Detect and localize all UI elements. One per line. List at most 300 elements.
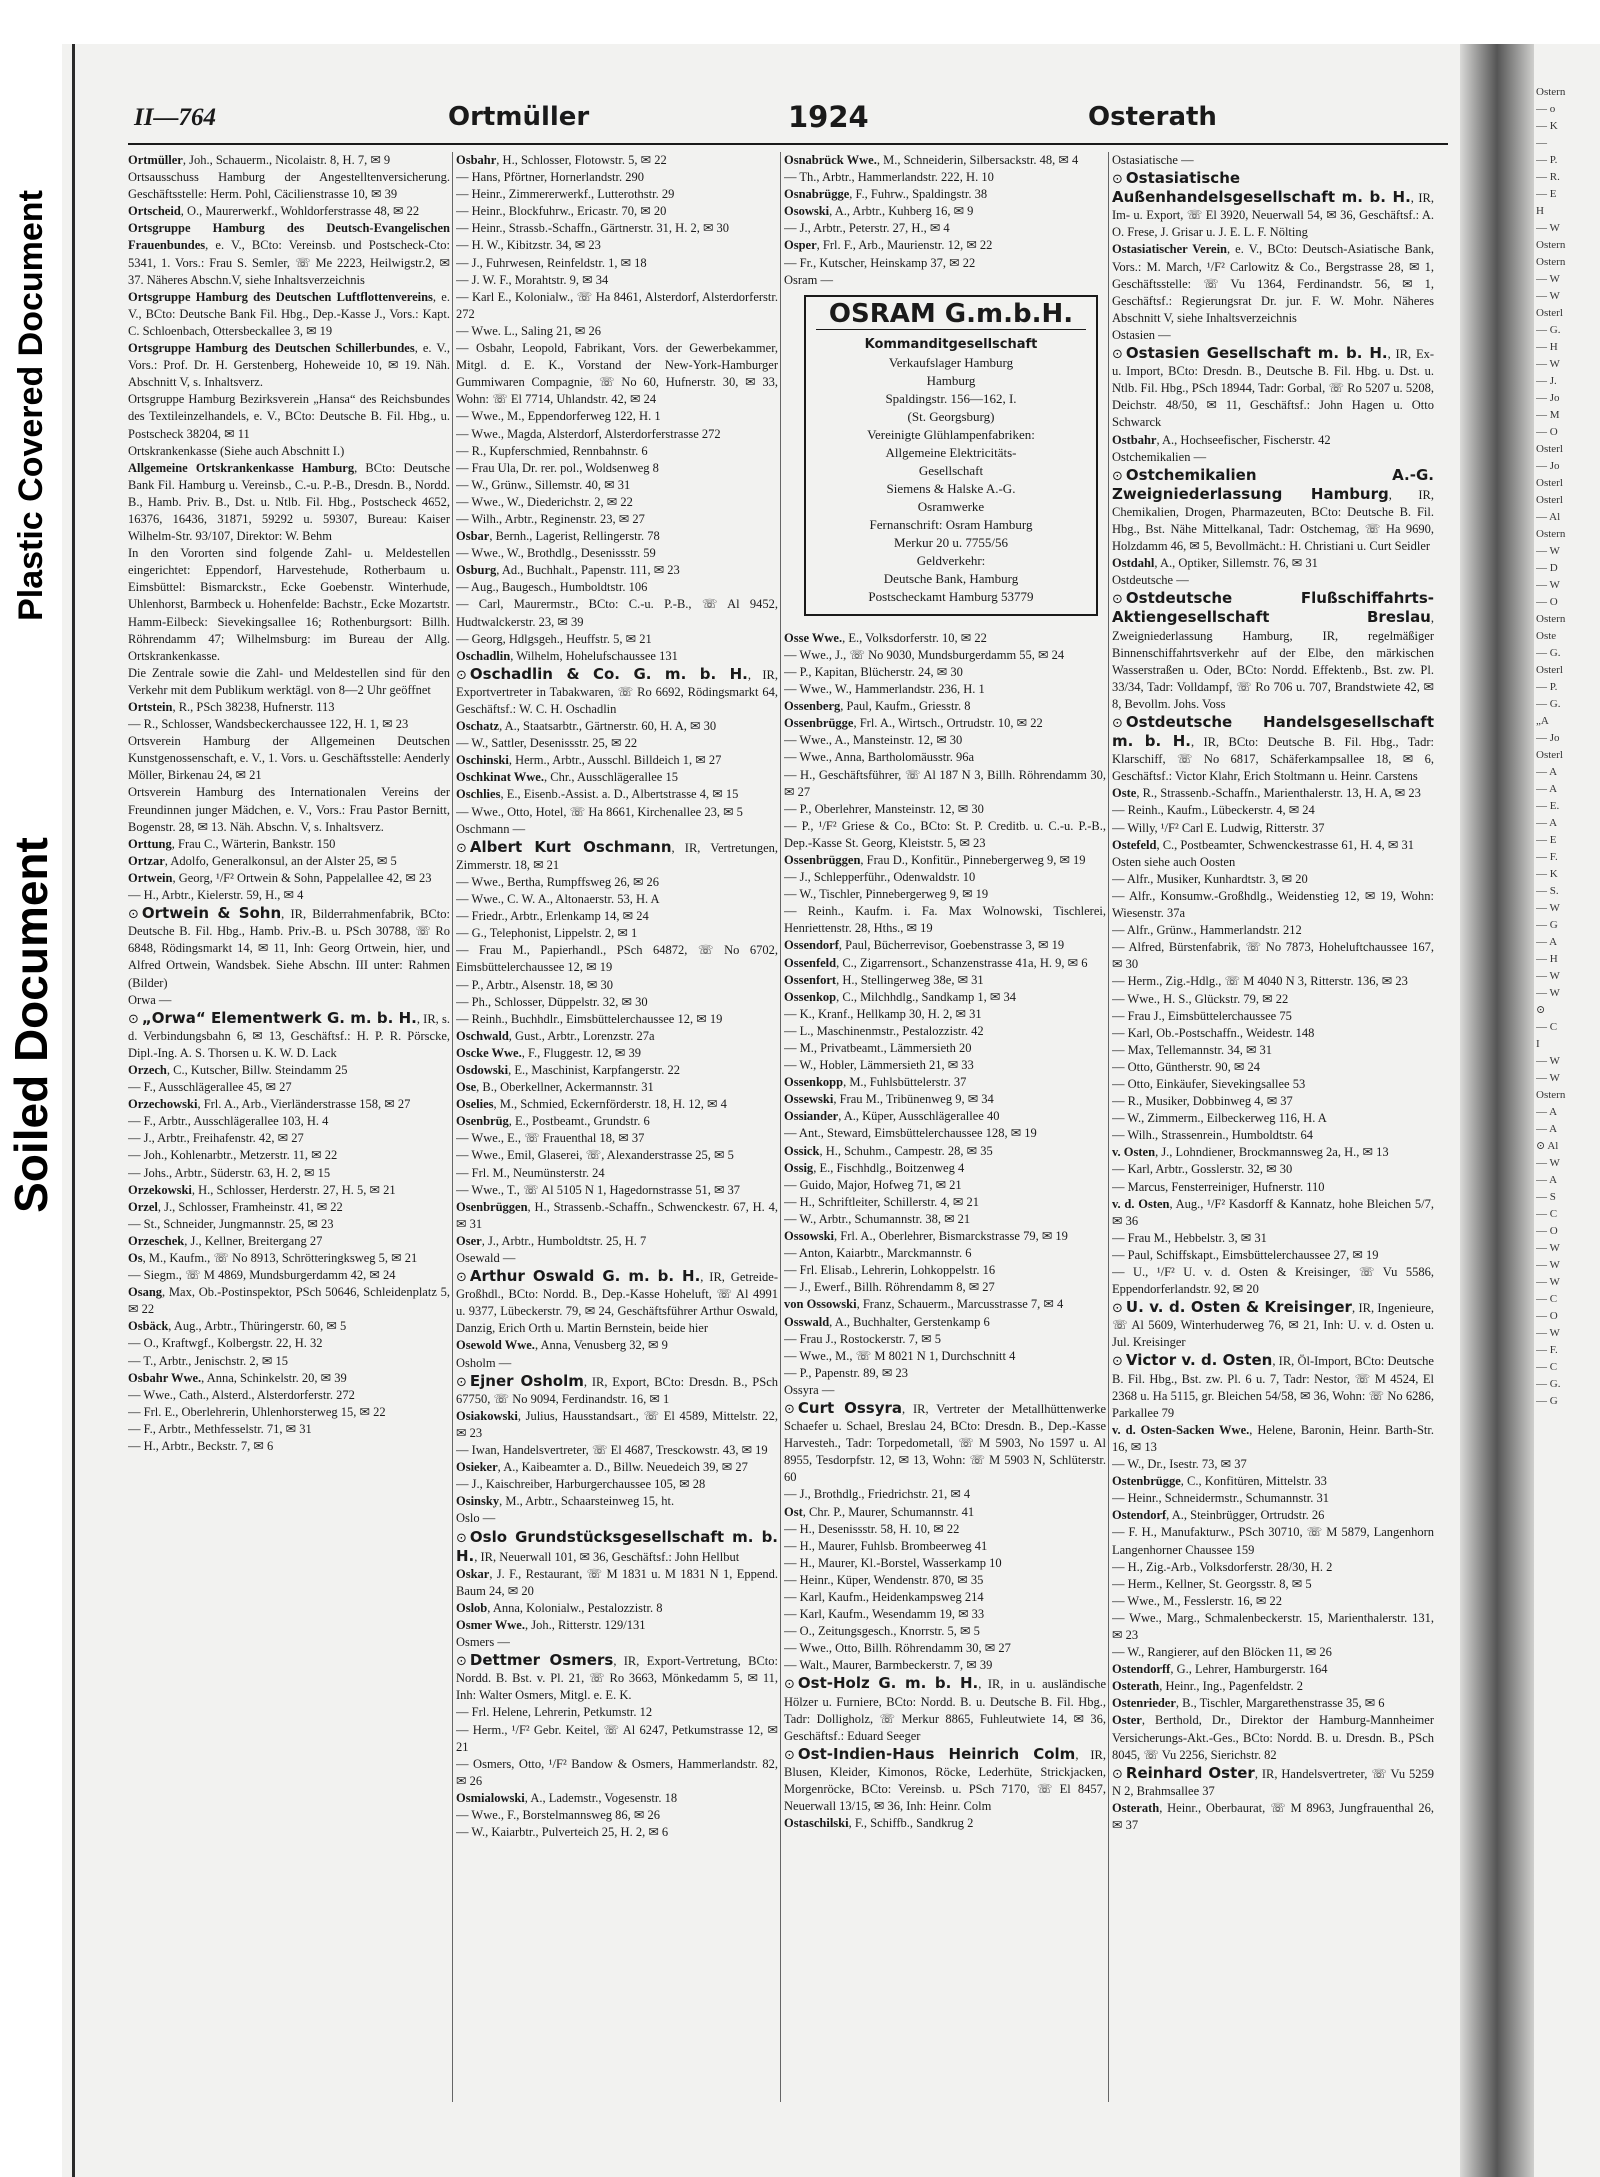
column-3	[784, 152, 1106, 2102]
directory-entry: Ossenkopp, M., Fuhlsbüttelerstr. 37	[784, 1075, 967, 1090]
entry-name: Osenbrüggen	[456, 1199, 528, 1214]
facing-page-line: — W	[1536, 273, 1560, 285]
entry-name: Ossenfort	[784, 972, 837, 987]
entry-name: v. d. Osten	[1112, 1196, 1170, 1211]
directory-entry: Osburg, Ad., Buchhalt., Papenstr. 111, ✉ 23	[456, 563, 680, 578]
directory-entry: — Fr., Kutscher, Heinskamp 37, ✉ 22	[784, 255, 976, 270]
directory-entry: — K., Kranf., Hellkamp 30, H. 2, ✉ 31	[784, 1006, 982, 1021]
directory-entry: — P., ¹/F² Griese & Co., BCto: St. P. Creditb. u. C.-u. P.-B., Dep.-Kasse St. Georg, Kleiststr. 5, ✉ 23	[784, 818, 1106, 850]
facing-page-line: — A	[1536, 783, 1558, 795]
facing-page-line: — W	[1536, 987, 1560, 999]
directory-entry: Osbäck, Aug., Arbtr., Thüringerstr. 60, ✉ 5	[128, 1319, 347, 1334]
directory-entry: ⊙ „Orwa“ Elementwerk G. m. b. H., IR, s. d. Verbindungsbahn 6, ✉ 13, Geschäftsf.: H. P. R. Pörscke, Dipl.-Ing. A. S. Thorsen u. K. W. D. Lack	[128, 1008, 450, 1060]
directory-entry: — Th., Arbtr., Hammerlandstr. 222, H. 10	[784, 170, 994, 185]
entry-name: Ossenkopp	[784, 1075, 844, 1090]
facing-page-line: — F.	[1536, 1344, 1558, 1356]
directory-entry: ⊙ Ostasien Gesellschaft m. b. H., IR, Ex- u. Import, BCto: Dresdn. B., Deutsche B. Fil. Hbg. u. Dst. u. Ntlb. Fil. Hbg., PSch 18944, Tadr: Gorbal, ☏ Ro 5207 u. 5208, Deichstr. 48/50, ✉ 11, Geschäftsf.: John Hagen u. Otto Schwarck	[1112, 344, 1434, 430]
facing-page-line: — W	[1536, 1242, 1560, 1254]
directory-entry: — H., Geschäftsführer, ☏ Al 187 N 3, Billh. Röhrendamm 30, ✉ 27	[784, 767, 1106, 799]
registered-firm-icon: ⊙	[1112, 716, 1123, 731]
ad-line: (St. Georgsburg)	[907, 408, 995, 424]
directory-entry: Osewald —	[456, 1251, 516, 1265]
directory-entry: — Marcus, Fensterreiniger, Hufnerstr. 110	[1112, 1179, 1325, 1194]
directory-entry: — Wwe., Anna, Bartholomäusstr. 96a	[784, 750, 975, 765]
directory-entry: Ortzar, Adolfo, Generalkonsul, an der Alster 25, ✉ 5	[128, 853, 397, 868]
registered-firm-icon: ⊙	[1112, 1766, 1123, 1782]
entry-name: Oschinski	[456, 753, 509, 768]
entry-name: Oster	[1112, 1713, 1142, 1728]
entry-name: Ost-Holz G. m. b. H.	[797, 1674, 979, 1693]
directory-entry: — Reinh., Kaufm., Lübeckerstr. 4, ✉ 24	[1112, 803, 1315, 818]
directory-entry: — Ant., Steward, Eimsbüttelerchaussee 128, ✉ 19	[784, 1126, 1037, 1141]
entry-name: Ossick	[784, 1143, 820, 1158]
directory-entry: Ossiander, A., Küper, Ausschlägerallee 40	[784, 1109, 1000, 1124]
facing-page-line: — K	[1536, 868, 1558, 880]
entry-name: Osieker	[456, 1460, 498, 1475]
directory-entry: — Siegm., ☏ M 4869, Mundsburgerdamm 42, ✉ 24	[128, 1268, 396, 1283]
directory-entry: Orzekowski, H., Schlosser, Herderstr. 27, H. 5, ✉ 21	[128, 1182, 396, 1197]
facing-page-line: — O	[1536, 1310, 1558, 1322]
directory-entry: — F., Arbtr., Methfesselstr. 71, ✉ 31	[128, 1421, 312, 1436]
directory-entry: — St., Schneider, Jungmannstr. 25, ✉ 23	[128, 1216, 334, 1231]
directory-entry: Ossenfeld, C., Zigarrensort., Schanzenstrasse 41a, H. 9, ✉ 6	[784, 955, 1088, 970]
facing-page-line: — C	[1536, 1293, 1558, 1305]
directory-entry: Osiakowski, Julius, Hausstandsart., ☏ El 4589, Mittelstr. 22, ✉ 23	[456, 1408, 778, 1440]
entry-name: Osbäck	[128, 1319, 169, 1334]
directory-entry: Ortstein, R., PSch 38238, Hufnerstr. 113	[128, 700, 335, 714]
ad-line: Vereinigte Glühlampenfabriken:	[867, 426, 1035, 442]
directory-entry: Ortsgruppe Hamburg Bezirksverein „Hansa“ des Reichsbundes des Textileinzelhandels, e. V., BCto: Deutsche B. Fil. Hbg., u. Postscheck 38204, ✉ 11	[128, 392, 450, 441]
directory-entry: — Wwe., M., Eppendorferweg 122, H. 1	[456, 409, 661, 424]
directory-entry: von Ossowski, Franz, Schauerm., Marcusstrasse 7, ✉ 4	[784, 1297, 1064, 1312]
directory-entry: — H., Desenissstr. 58, H. 10, ✉ 22	[784, 1521, 960, 1536]
directory-entry: — Iwan, Handelsvertreter, ☏ El 4687, Tresckowstr. 43, ✉ 19	[456, 1443, 768, 1458]
directory-entry: Ortwein, Georg, ¹/F² Ortwein & Sohn, Pappelallee 42, ✉ 23	[128, 870, 432, 885]
directory-entry: — Osmers, Otto, ¹/F² Bandow & Osmers, Hammerlandstr. 82, ✉ 26	[456, 1756, 778, 1788]
directory-entry: — F., Ausschlägerallee 45, ✉ 27	[128, 1080, 292, 1095]
directory-entry: — Walt., Maurer, Barmbeckerstr. 7, ✉ 39	[784, 1658, 993, 1673]
directory-entry: — J., Fuhrwesen, Reinfeldstr. 1, ✉ 18	[456, 255, 647, 270]
entry-name: Osterath	[1112, 1800, 1160, 1815]
entry-name: Ostasiatischer Verein	[1112, 242, 1227, 257]
entry-name: Ortwein & Sohn	[141, 904, 282, 923]
directory-entry: — Joh., Kohlenarbtr., Metzerstr. 11, ✉ 22	[128, 1148, 338, 1163]
entry-name: Ossenbrügge	[784, 716, 854, 731]
facing-page-line: Osterl	[1536, 443, 1563, 455]
entry-name: Oskar	[456, 1566, 490, 1581]
entry-name: Osswald	[784, 1314, 830, 1329]
directory-entry: Osswald, A., Buchhalter, Gerstenkamp 6	[784, 1314, 990, 1329]
entry-name: Osdowski	[456, 1062, 509, 1077]
directory-entry: — Heinr., Blockfuhrw., Ericastr. 70, ✉ 20	[456, 204, 667, 219]
directory-entry: Oscke Wwe., F., Fluggestr. 12, ✉ 39	[456, 1045, 641, 1060]
directory-entry: Ossenbrüggen, Frau D., Konfitür., Pinnebergerweg 9, ✉ 19	[784, 852, 1086, 867]
facing-page-line: — J.	[1536, 375, 1557, 387]
directory-entry: — Wwe., W., Hammerlandstr. 236, H. 1	[784, 682, 985, 697]
facing-page-line: — D	[1536, 562, 1558, 574]
facing-page-line: — Jo	[1536, 392, 1560, 404]
registered-firm-icon: ⊙	[456, 1530, 467, 1546]
facing-page-line: — R.	[1536, 171, 1560, 183]
entry-name: Oschkinat Wwe.	[456, 770, 544, 785]
directory-entry: Ostdahl, A., Optiker, Sillemstr. 76, ✉ 31	[1112, 556, 1318, 571]
facing-page-line: Ostern	[1536, 528, 1566, 540]
entry-name: Ostenrieder	[1112, 1696, 1176, 1711]
entry-name: Oschadlin & Co. G. m. b. H.	[469, 664, 748, 683]
plastic-covered-tab	[0, 125, 62, 685]
facing-page-fragment	[1536, 84, 1600, 2164]
entry-name: Osper	[784, 238, 817, 253]
header-rule	[128, 143, 1448, 145]
directory-entry: — Frl. Elisab., Lehrerin, Lohkoppelstr. 16	[784, 1263, 996, 1278]
entry-name: Ostaschilski	[784, 1816, 849, 1831]
facing-page-line: — Ε	[1536, 188, 1557, 200]
directory-entry: — W., Rangierer, auf den Blöcken 11, ✉ 26	[1112, 1645, 1332, 1660]
directory-entry: Osewold Wwe., Anna, Venusberg 32, ✉ 9	[456, 1338, 668, 1353]
entry-name: v. d. Osten-Sacken Wwe.	[1112, 1422, 1250, 1437]
entry-name: „Orwa“ Elementwerk G. m. b. H.	[141, 1008, 417, 1027]
directory-entry: Ostasiatischer Verein, e. V., BCto: Deutsch-Asiatische Bank, Vors.: M. March, ¹/F² Carlowitz & Co., Bergstrasse 28, ✉ 1, Geschäftsstelle: ☏ Vu 1364, Ferdinandstr. 56, ✉ 1, Geschäftsf.: Regierungsrat Dr. jur. F. W. Mohr. Näheres Abschnitt V, siehe Inhaltsverzeichnis	[1112, 242, 1434, 325]
facing-page-line: — H	[1536, 341, 1558, 353]
directory-entry: In den Vororten sind folgende Zahl- u. Meldestellen eingerichtet: Eppendorf, Harvestehude, Rotherbaum u. Eimsbüttel: Bismarckstr., Ecke Goebenstr. Winterhude, Uhlenhorst, Barmbeck u. Hohenfelde: Bachstr., Ecke Mozartstr. Hamm-Eilbeck: Sievekingsallee 16; Rothenburgsort: Billh. Röhrendamm 47; Wilhelmsburg: im Bureau der Allg. Ortskrankenkasse.	[128, 546, 450, 663]
directory-entry: Ostefeld, C., Postbeamter, Schwenckestrasse 61, H. 4, ✉ 31	[1112, 837, 1414, 852]
directory-entry: Oschwald, Gust., Arbtr., Lorenzstr. 27a	[456, 1028, 655, 1043]
directory-entry: — W., Dr., Isestr. 73, ✉ 37	[1112, 1457, 1247, 1472]
page-header	[128, 100, 1448, 144]
facing-page-line: — O	[1536, 596, 1558, 608]
directory-entry: — F. H., Manufakturw., PSch 30710, ☏ M 5879, Langenhorn Langenhorner Chaussee 159	[1112, 1525, 1434, 1557]
directory-entry: — Wwe., Marg., Schmalenbeckerstr. 15, Marienthalerstr. 131, ✉ 23	[1112, 1610, 1434, 1642]
entry-name: Ortsgruppe Hamburg des Deutschen Schillerbundes	[128, 341, 415, 356]
facing-page-line: — A	[1536, 1123, 1558, 1135]
ad-line: Gesellschaft	[918, 462, 984, 478]
directory-entry: — G., Telephonist, Lippelstr. 2, ✉ 1	[456, 926, 638, 941]
directory-entry: Ossick, H., Schuhm., Campestr. 28, ✉ 35	[784, 1143, 993, 1158]
entry-name: Arthur Oswald G. m. b. H.	[469, 1267, 701, 1286]
directory-entry: Osmialowski, A., Lademstr., Vogesenstr. 18	[456, 1790, 678, 1805]
facing-page-line: — G.	[1536, 1378, 1561, 1390]
directory-entry: Orzechowski, Frl. A., Arb., Vierländerstrasse 158, ✉ 27	[128, 1097, 411, 1112]
directory-entry: — H., Zig.-Arb., Volksdorferstr. 28/30, H. 2	[1112, 1559, 1333, 1574]
entry-name: Ortscheid	[128, 204, 181, 219]
facing-page-line: — G	[1536, 919, 1558, 931]
facing-page-line: — F.	[1536, 851, 1558, 863]
entry-name: Ejner Osholm	[469, 1371, 584, 1390]
directory-entry: Osang, Max, Ob.-Postinspektor, PSch 50646, Schleidenplatz 5, ✉ 22	[128, 1285, 450, 1317]
directory-entry: Oser, J., Arbtr., Humboldtstr. 25, H. 7	[456, 1233, 647, 1248]
entry-name: Oscke Wwe.	[456, 1045, 522, 1060]
ad-line: Spaldingstr. 156—162, I.	[885, 390, 1017, 406]
entry-name: Osnabrügge	[784, 187, 850, 202]
facing-page-line: — S	[1536, 1191, 1556, 1203]
facing-page-line: —	[1536, 137, 1547, 149]
directory-entry: — J. W. F., Morahtstr. 9, ✉ 34	[456, 272, 609, 287]
entry-name: Os	[128, 1251, 143, 1265]
entry-name: v. Osten	[1112, 1145, 1156, 1160]
directory-entry: — O., Kraftwgf., Kolbergstr. 22, H. 32	[128, 1336, 323, 1351]
directory-entry: — Max, Tellemannstr. 34, ✉ 31	[1112, 1042, 1273, 1057]
directory-entry: ⊙ Ost-Indien-Haus Heinrich Colm, IR, Blusen, Kleider, Kimonos, Röcke, Lederhüte, Strickjacken, Morgenröcke, BCto: Vereinsb. u. PSch 7170, ☏ El 8457, Neuerwall 13/15, ✉ 36, Inh: Heinr. Colm	[784, 1744, 1106, 1814]
directory-entry: v. Osten, J., Lohndiener, Brockmannsweg 2a, H., ✉ 13	[1112, 1145, 1389, 1160]
directory-entry: Oslob, Anna, Kolonialw., Pestalozzistr. 8	[456, 1600, 663, 1615]
directory-entry: — Osbahr, Leopold, Fabrikant, Vors. der Gewerbekammer, Mitgl. d. E. K., Vorstand der New-York-Hamburger Gummiwaren Compagnie, ☏ No 60, Hufnerstr. 30, ✉ 33, Wohn: ☏ El 7714, Uhlandstr. 42, ✉ 24	[456, 341, 778, 407]
directory-entry: Die Zentrale sowie die Zahl- und Meldestellen sind für den Verkehr mit dem Publikum werktägl. von 8—2 Uhr geöffnet	[128, 665, 450, 697]
directory-entry: ⊙ Victor v. d. Osten, IR, Öl-Import, BCto: Deutsche B. Fil. Hbg., Bst. zw. Pl. 6 u. 7, Tadr: Nestor, ☏ M 4524, El 2368 u. Ha 5115, gr. Bleichen 54/58, ✉ 36, Wohn: ☏ No 6286, Parkallee 79	[1112, 1351, 1434, 1420]
directory-entry: — R., Schlosser, Wandsbeckerchaussee 122, H. 1, ✉ 23	[128, 717, 409, 732]
directory-entry: — Heinr., Zimmererwerkf., Lutterothstr. 29	[456, 187, 675, 202]
facing-page-line: — W	[1536, 579, 1560, 591]
directory-entry: — L., Maschinenmstr., Pestalozzistr. 42	[784, 1023, 984, 1038]
entry-name: Ostdahl	[1112, 556, 1155, 571]
directory-entry: — P., Papenstr. 89, ✉ 23	[784, 1365, 909, 1380]
facing-page-line: — C	[1536, 1021, 1558, 1033]
facing-page-line: Osterl	[1536, 749, 1563, 761]
directory-entry: ⊙ Curt Ossyra, IR, Vertreter der Metallhüttenwerke Schaefer u. Schael, Breslau 24, BCto: Dresdn. B., Dep.-Kasse Harvesteh., Tadr: Torpedometall, ☏ M 5903, No 1597 u. Al 8955, Tesdorpfstr. 12, ✉ 13, Wohn: ☏ M 5903 N, Schlüterstr. 60	[784, 1398, 1106, 1485]
registered-firm-icon: ⊙	[1112, 347, 1123, 363]
directory-entry: Oste, R., Strassenb.-Schaffn., Marienthalerstr. 13, H. A, ✉ 23	[1112, 786, 1421, 801]
facing-page-line: — H	[1536, 953, 1558, 965]
directory-entry: Osnabrügge, F., Fuhrw., Spaldingstr. 38	[784, 187, 988, 202]
directory-entry: — R., Musiker, Dobbinweg 4, ✉ 37	[1112, 1094, 1293, 1109]
facing-page-line: — W	[1536, 222, 1560, 234]
entry-name: Oslob	[456, 1600, 488, 1615]
directory-entry: — J., Arbtr., Peterstr. 27, H., ✉ 4	[784, 221, 950, 236]
entry-name: Orzeschek	[128, 1233, 185, 1248]
entry-name: Ostendorff	[1112, 1662, 1171, 1677]
entry-name: Osmer Wwe.	[456, 1617, 525, 1632]
directory-entry: Orwa —	[128, 992, 172, 1007]
directory-entry: — Ph., Schlosser, Düppelstr. 32, ✉ 30	[456, 994, 648, 1009]
directory-entry: Ortsausschuss Hamburg der Angestelltenversicherung. Geschäftsstelle: Herm. Pohl, Cäcilienstrasse 10, ✉ 39	[128, 170, 450, 202]
facing-page-line: — G.	[1536, 698, 1561, 710]
directory-entry: — Wwe., E., ☏ Frauenthal 18, ✉ 37	[456, 1131, 645, 1146]
registered-firm-icon: ⊙	[784, 1677, 795, 1693]
entry-name: Ossewski	[784, 1092, 834, 1107]
directory-entry: — Alfr., Konsumw.-Großhdlg., Weidenstieg 12, ✉ 19, Wohn: Wiesenstr. 37a	[1112, 888, 1434, 921]
directory-entry: Ortscheid, O., Maurerwerkf., Wohldorferstrasse 48, ✉ 22	[128, 204, 420, 219]
facing-page-line: — A	[1536, 1106, 1558, 1118]
directory-entry: — Aug., Baugesch., Humboldtstr. 106	[456, 580, 648, 595]
running-head-right: Osterath	[1088, 102, 1217, 132]
directory-entry: Osenbrüggen, H., Strassenb.-Schaffn., Schwenckestr. 67, H. 4, ✉ 31	[456, 1199, 778, 1231]
entry-name: Ostasien Gesellschaft m. b. H.	[1125, 344, 1388, 363]
plastic-covered-label: Plastic Covered Document	[11, 189, 50, 621]
facing-page-line: — G	[1536, 1395, 1558, 1407]
facing-page-line: „A	[1536, 715, 1549, 727]
directory-entry: Oschinski, Herm., Arbtr., Ausschl. Billdeich 1, ✉ 27	[456, 753, 722, 768]
directory-entry: v. d. Osten, Aug., ¹/F² Kasdorff & Kannatz, hohe Bleichen 5/7, ✉ 36	[1112, 1196, 1434, 1228]
directory-entry: — J., Schlepperführ., Odenwaldstr. 10	[784, 870, 976, 885]
facing-page-line: — W	[1536, 1055, 1560, 1067]
soiled-document-label: Soiled Document	[5, 837, 57, 1213]
directory-entry: ⊙ Ejner Osholm, IR, Export, BCto: Dresdn. B., PSch 67750, ☏ No 9094, Ferdinandstr. 16, ✉ 1	[456, 1371, 778, 1406]
entry-name: Albert Kurt Oschmann	[469, 837, 672, 856]
directory-entry: — Reinh., Kaufm. i. Fa. Max Wolnowski, Tischlerei, Henriettenstr. 28, Hths., ✉ 19	[784, 904, 1106, 936]
directory-entry: — Karl, Arbtr., Gosslerstr. 32, ✉ 30	[1112, 1162, 1293, 1177]
directory-entry: Osbahr Wwe., Anna, Schinkelstr. 20, ✉ 39	[128, 1370, 347, 1385]
registered-firm-icon: ⊙	[1112, 1354, 1123, 1370]
facing-page-line: — M	[1536, 409, 1560, 421]
soiled-document-tab	[0, 735, 62, 1315]
directory-entry: — Wwe., Cath., Alsterd., Alsterdorferstr. 272	[128, 1387, 355, 1402]
directory-entry: — Karl, Kaufm., Wesendamm 19, ✉ 33	[784, 1607, 985, 1622]
directory-entry: Oskar, J. F., Restaurant, ☏ M 1831 u. M 1831 N 1, Eppend. Baum 24, ✉ 20	[456, 1566, 778, 1598]
ad-line: Verkaufslager Hamburg	[888, 354, 1014, 370]
directory-entry: Ortmüller, Joh., Schauerm., Nicolaistr. 8, H. 7, ✉ 9	[128, 153, 391, 167]
directory-entry: — H., Maurer, Fuhlsb. Brombeerweg 41	[784, 1538, 988, 1553]
directory-entry: Ossewski, Frau M., Tribünenweg 9, ✉ 34	[784, 1092, 994, 1107]
directory-entry: — Frl. M., Neumünsterstr. 24	[456, 1165, 605, 1180]
directory-entry: Ortsverein Hamburg des Internationalen Vereins der Freundinnen junger Mädchen, e. V., Vors.: Frau Pastor Bernitt, Bogenstr. 28, ✉ 13. Näh. Abschn. V, s. Inhaltsverz.	[128, 785, 450, 834]
entry-name: Osmialowski	[456, 1790, 525, 1805]
registered-firm-icon: ⊙	[128, 907, 139, 923]
directory-entry: ⊙ Ostasiatische Außenhandelsgesellschaft m. b. H., IR, Im- u. Export, ☏ El 3920, Neuerwall 54, ✉ 36, Geschäftsf.: A. O. Frese, J. Grisar u. J. E. L. F. Nölting	[1112, 169, 1434, 240]
directory-entry: Orzech, C., Kutscher, Billw. Steindamm 25	[128, 1062, 348, 1077]
entry-name: Oselies	[456, 1097, 494, 1112]
directory-entry: — M., Privatbeamt., Lämmersieth 20	[784, 1041, 972, 1055]
facing-page-line: — o	[1536, 103, 1556, 115]
facing-page-line: — P.	[1536, 681, 1558, 693]
directory-entry: Oschadlin, Wilhelm, Hohelufschaussee 131	[456, 648, 678, 663]
directory-entry: — Herm., Kellner, St. Georgsstr. 8, ✉ 5	[1112, 1576, 1312, 1591]
entry-name: Ostdeutsche Flußschiffahrts-Aktiengesellschaft Breslau	[1112, 589, 1434, 627]
ad-line: Kommanditgesellschaft	[864, 336, 1038, 352]
entry-name: Ossiander	[784, 1109, 839, 1124]
directory-entry: — Alfr., Grünw., Hammerlandstr. 212	[1112, 923, 1302, 938]
entry-name: Osbahr Wwe.	[128, 1370, 202, 1385]
directory-entry: ⊙ Ost-Holz G. m. b. H., IR, in u. ausländische Hölzer u. Furniere, BCto: Nordd. B. u. Deutsche B. Fil. Hbg., Tadr: Dolligholz, ☏ Merkur 8865, Fuhleutwiete 14, ✉ 36, Geschäftsf.: Eduard Seeger	[784, 1674, 1106, 1743]
facing-page-line: ⊙	[1536, 1004, 1546, 1016]
entry-name: Oschatz	[456, 719, 500, 734]
facing-page-line: — G.	[1536, 324, 1561, 336]
directory-entry: — O., Zeitungsgesch., Knorrstr. 5, ✉ 5	[784, 1624, 980, 1639]
directory-entry: — Wwe., Otto, Hotel, ☏ Ha 8661, Kirchenallee 23, ✉ 5	[456, 804, 743, 819]
directory-entry: ⊙ Ostdeutsche Flußschiffahrts-Aktiengesellschaft Breslau, Zweigniederlassung Hamburg, IR, regelmäßiger Binnenschiffahrtsverkehr auf der Elbe, den märkischen Wasserstraßen u. Oder, BCto: Nordd. Effektenb., Bst. zw. Pl. 33/34, Tadr: Volldampf, ☏ Ro 706 u. 707, Brandstwiete 42, ✉ 8, Bevollm. Johs. Voss	[1112, 589, 1434, 711]
directory-entry: Oselies, M., Schmied, Eckernförderstr. 18, H. 12, ✉ 4	[456, 1097, 727, 1112]
entry-name: Osinsky	[456, 1494, 500, 1509]
registered-firm-icon: ⊙	[784, 1401, 795, 1417]
directory-entry: Ossenberg, Paul, Kaufm., Griesstr. 8	[784, 699, 971, 714]
directory-entry: — Wwe., W., Brothdlg., Desenissstr. 59	[456, 546, 656, 561]
directory-entry: — Frl. E., Oberlehrerin, Uhlenhorsterweg 15, ✉ 22	[128, 1404, 386, 1419]
directory-entry: Ostasiatische —	[1112, 153, 1194, 167]
entry-name: Osang	[128, 1285, 163, 1300]
directory-entry: Orttung, Frau C., Wärterin, Bankstr. 150	[128, 836, 336, 851]
directory-entry: — Wilh., Arbtr., Reginenstr. 23, ✉ 27	[456, 511, 645, 526]
directory-entry: Osinsky, M., Arbtr., Schaarsteinweg 15, ht.	[456, 1494, 675, 1509]
entry-name: Oser	[456, 1233, 482, 1248]
entry-name: Ortzar	[128, 853, 165, 868]
ad-line: Deutsche Bank, Hamburg	[883, 570, 1019, 586]
directory-entry: ⊙ Oschadlin & Co. G. m. b. H., IR, Exportvertreter in Tabakwaren, ☏ Ro 6692, Rödingsmarkt 64, Geschäftsf.: W. C. H. Oschadlin	[456, 664, 778, 716]
directory-entry: — W., Tischler, Pinnebergerweg 9, ✉ 19	[784, 887, 989, 902]
directory-entry: Oster, Berthold, Dr., Direktor der Hamburg-Mannheimer Versicherungs-Akt.-Ges., BCto: Nordd. B. u. Dresdn. B., PSch 8045, ☏ Vu 2256, Sierichstr. 82	[1112, 1713, 1434, 1762]
directory-entry: — H., Maurer, Kl.-Borstel, Wasserkamp 10	[784, 1555, 1002, 1570]
directory-entry: — Heinr., Strassb.-Schaffn., Gärtnerstr. 31, H. 2, ✉ 30	[456, 221, 730, 236]
directory-entry: Oschatz, A., Staatsarbtr., Gärtnerstr. 60, H. A, ✉ 30	[456, 719, 717, 734]
directory-entry: — Karl, Ob.-Postschaffn., Weidestr. 148	[1112, 1025, 1315, 1040]
facing-page-line: — W	[1536, 358, 1560, 370]
directory-entry: ⊙ Albert Kurt Oschmann, IR, Vertretungen, Zimmerstr. 18, ✉ 21	[456, 837, 778, 872]
facing-page-line: Ostern	[1536, 86, 1566, 98]
ad-line: Merkur 20 u. 7755/56	[893, 534, 1009, 550]
directory-entry: Osterath, Heinr., Oberbaurat, ☏ M 8963, Jungfrauenthal 26, ✉ 37	[1112, 1800, 1434, 1832]
registered-firm-icon: ⊙	[784, 1747, 795, 1763]
directory-entry: Osper, Frl. F., Arb., Maurienstr. 12, ✉ 22	[784, 238, 993, 253]
entry-name: Ortsgruppe Hamburg des Deutschen Luftflottenvereins	[128, 289, 433, 304]
ad-line: Osramwerke	[917, 498, 985, 514]
facing-page-line: — W	[1536, 1327, 1560, 1339]
directory-entry: Osdowski, E., Maschinist, Karpfangerstr. 22	[456, 1062, 680, 1077]
directory-entry: — Frau J., Eimsbüttelerchaussee 75	[1112, 1008, 1292, 1023]
directory-entry: Ostdeutsche —	[1112, 573, 1189, 588]
directory-entry: — Frau Ula, Dr. rer. pol., Woldsenweg 8	[456, 460, 659, 475]
registered-firm-icon: ⊙	[1112, 1301, 1123, 1317]
directory-entry: — Wwe., W., Diederichstr. 2, ✉ 22	[456, 494, 633, 509]
directory-entry: — Wwe., Emil, Glaserei, ☏, Alexanderstrasse 25, ✉ 5	[456, 1148, 734, 1163]
directory-entry: Ostendorf, A., Steinbrügger, Ortrudstr. 26	[1112, 1508, 1325, 1523]
running-head-year: 1924	[788, 100, 869, 134]
directory-entry: — P., Kapitan, Blücherstr. 24, ✉ 30	[784, 664, 963, 679]
directory-entry: — H., Arbtr., Kielerstr. 59, H., ✉ 4	[128, 888, 304, 903]
directory-entry: — Carl, Maurermstr., BCto: C.-u. P.-B., ☏ Al 9452, Hudtwalckerstr. 23, ✉ 39	[456, 597, 778, 629]
registered-firm-icon: ⊙	[1112, 592, 1123, 608]
registered-firm-icon: ⊙	[1112, 468, 1123, 484]
entry-name: Ossowski	[784, 1229, 835, 1244]
directory-entry: Os, M., Kaufm., ☏ No 8913, Schrötteringksweg 5, ✉ 21	[128, 1251, 418, 1265]
facing-page-line: Ostern	[1536, 613, 1566, 625]
directory-entry: — Karl, Kaufm., Heidenkampsweg 214	[784, 1590, 984, 1604]
directory-entry: — Wwe., M., ☏ M 8021 N 1, Durchschnitt 4	[784, 1348, 1016, 1363]
registered-firm-icon: ⊙	[456, 1374, 467, 1390]
directory-entry: — Frl. Helene, Lehrerin, Petkumstr. 12	[456, 1705, 653, 1720]
directory-entry: Ose, B., Oberkellner, Ackermannstr. 31	[456, 1080, 654, 1095]
entry-name: Oschwald	[456, 1028, 509, 1043]
entry-name: Ost-Indien-Haus Heinrich Colm	[797, 1744, 1076, 1763]
directory-entry: Oschkinat Wwe., Chr., Ausschlägerallee 15	[456, 770, 678, 785]
directory-entry: ⊙ Ostchemikalien A.-G. Zweigniederlassung Hamburg, IR, Chemikalien, Drogen, Pharmazeuten, BCto: Deutsche B. Fil. Hbg., Bst. Nähe Mittelkanal, Tadr: Ostchemag, ☏ Ha 9690, Holzdamm 46, ✉ 5, Bevollmächt.: H. Christiani u. Curt Seidler	[1112, 465, 1434, 554]
directory-entry: — Wwe., Otto, Billh. Röhrendamm 30, ✉ 27	[784, 1641, 1011, 1656]
facing-page-line: Osterl	[1536, 477, 1563, 489]
directory-entry: — Johs., Arbtr., Süderstr. 63, H. 2, ✉ 15	[128, 1165, 331, 1180]
directory-entry: Ortsgruppe Hamburg des Deutschen Schillerbundes, e. V., Vors.: Prof. Dr. H. Gerstenberg, Hoheweide 10, ✉ 19. Näh. Abschnitt V, s. Inhaltsverz.	[128, 341, 450, 390]
facing-page-line: Ostern	[1536, 239, 1566, 251]
facing-page-line: — K	[1536, 120, 1558, 132]
directory-entry: — W., Grünw., Sillemstr. 40, ✉ 31	[456, 477, 631, 492]
facing-page-line: — P.	[1536, 154, 1558, 166]
ad-line: Siemens & Halske A.-G.	[886, 480, 1016, 496]
facing-page-line: — Jo	[1536, 460, 1560, 472]
entry-name: Oschlies	[456, 787, 501, 802]
directory-entry: ⊙ Ortwein & Sohn, IR, Bilderrahmenfabrik, BCto: Deutsche B. Fil. Hbg., Hamb. Priv.-B. u. PSch 30788, ☏ Ro 6848, Rödingsmarkt 14, ✉ 11, Inh: Georg Ortwein, hier, und Alfred Ortwein, Wandsbek. Siehe Abschn. III unter: Rahmen (Bilder)	[128, 904, 450, 990]
column-1	[128, 152, 450, 2102]
facing-page-line: Osterl	[1536, 494, 1563, 506]
scanned-page	[62, 44, 1600, 2177]
facing-page-line: Ostern	[1536, 256, 1566, 268]
directory-entry: Ossendorf, Paul, Bücherrevisor, Goebenstrasse 3, ✉ 19	[784, 938, 1065, 953]
directory-entry: Osowski, A., Arbtr., Kuhberg 16, ✉ 9	[784, 204, 974, 219]
registered-firm-icon: ⊙	[128, 1011, 139, 1027]
directory-entry: Ostendorff, G., Lehrer, Hamburgerstr. 164	[1112, 1662, 1328, 1677]
directory-entry: — Frau M., Hebbelstr. 3, ✉ 31	[1112, 1230, 1267, 1245]
directory-entry: — Karl E., Kolonialw., ☏ Ha 8461, Alsterdorf, Alsterdorferstr. 272	[456, 289, 778, 321]
directory-entry: Ostenrieder, B., Tischler, Margarethenstrasse 35, ✉ 6	[1112, 1696, 1385, 1711]
entry-name: Ossenbrüggen	[784, 852, 861, 867]
entry-name: Osbar	[456, 529, 490, 544]
registered-firm-icon: ⊙	[456, 840, 467, 856]
directory-entry: — J., Kaischreiber, Harburgerchaussee 105, ✉ 28	[456, 1477, 706, 1492]
entry-name: Osburg	[456, 563, 497, 578]
